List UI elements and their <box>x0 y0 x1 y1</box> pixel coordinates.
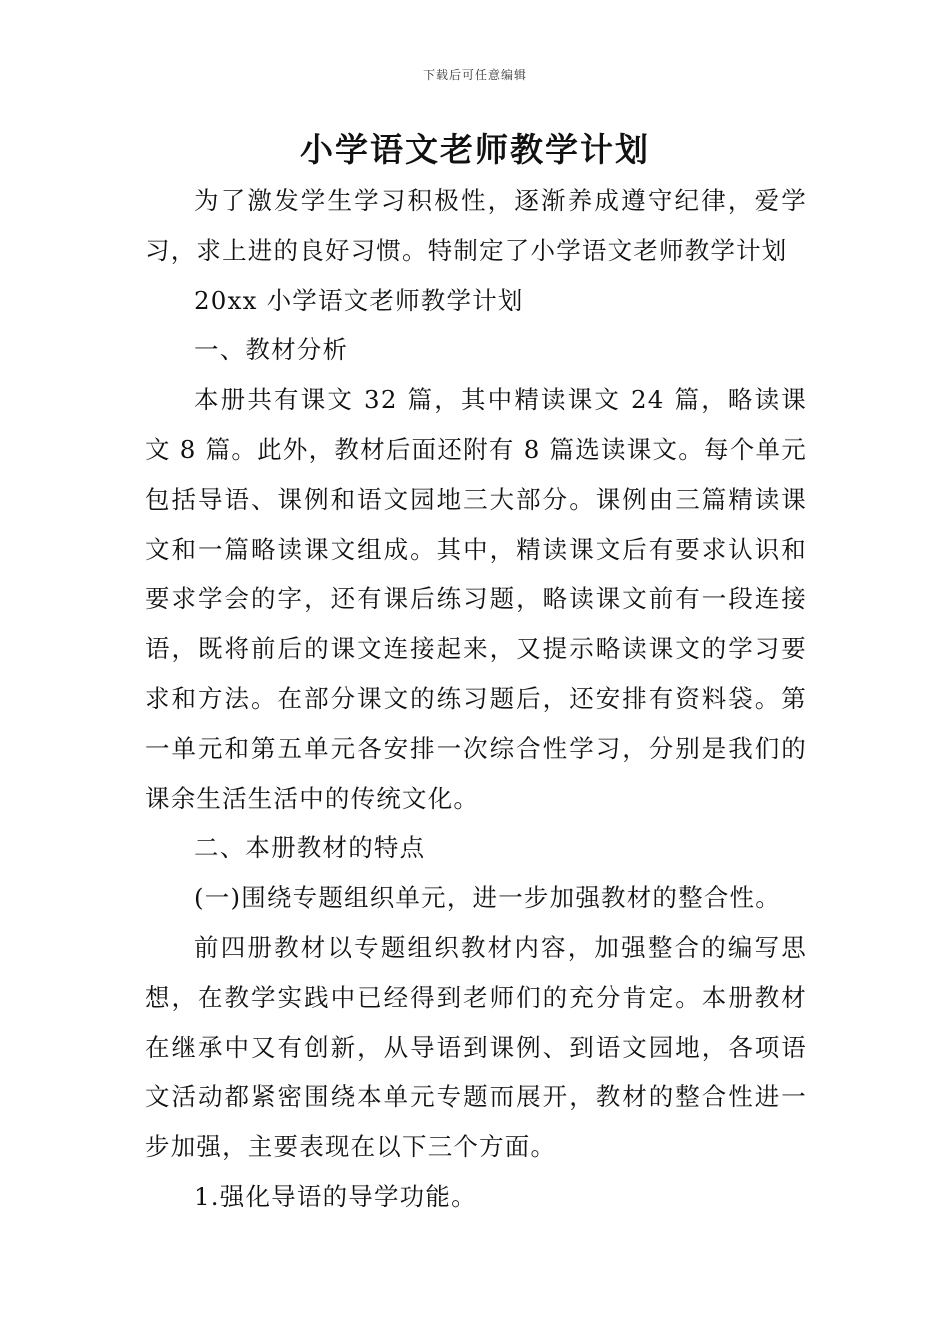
document-title: 小学语文老师教学计划 <box>300 130 650 169</box>
document-body <box>145 176 807 1222</box>
features-paragraph: 前四册教材以专题组织教材内容，加强整合的编写思想，在教学实践中已经得到老师们的充分肯定。本册教材在继承中又有创新，从导语到课例、到语文园地，各项语文活动都紧密围绕本单元专题而展开，教材的整合性进一步加强，主要表现在以下三个方面。 <box>145 932 807 1162</box>
section-heading-1: 一、教材分析 <box>194 335 349 365</box>
analysis-paragraph: 本册共有课文 32 篇，其中精读课文 24 篇，略读课文 8 篇。此外，教材后面还附有 8 篇选读课文。每个单元包括导语、课例和语文园地三大部分。课例由三篇精读课文和一篇略读课文组成。其中，精读课文后有要求认识和要求学会的字，还有课后练习题，略读课文前有一段连接语，既将前后的课文连接起来，又提示略读课文的学习要求和方法。在部分课文的练习题后，还安排有资料袋。第一单元和第五单元各安排一次综合性学习，分别是我们的课余生活生活中的传统文化。 <box>145 385 807 813</box>
section-heading-2: 二、本册教材的特点 <box>194 833 426 863</box>
subsection-heading-1: (一)围绕专题组织单元，进一步加强教材的整合性。 <box>194 883 781 913</box>
list-item-1: 1.强化导语的导学功能。 <box>194 1181 477 1211</box>
plan-subtitle: 20xx 小学语文老师教学计划 <box>194 285 524 315</box>
header-note: 下载后可任意编辑 <box>422 68 527 82</box>
intro-paragraph: 为了激发学生学习积极性，逐渐养成遵守纪律，爱学习，求上进的良好习惯。特制定了小学语文老师教学计划 <box>145 186 807 265</box>
